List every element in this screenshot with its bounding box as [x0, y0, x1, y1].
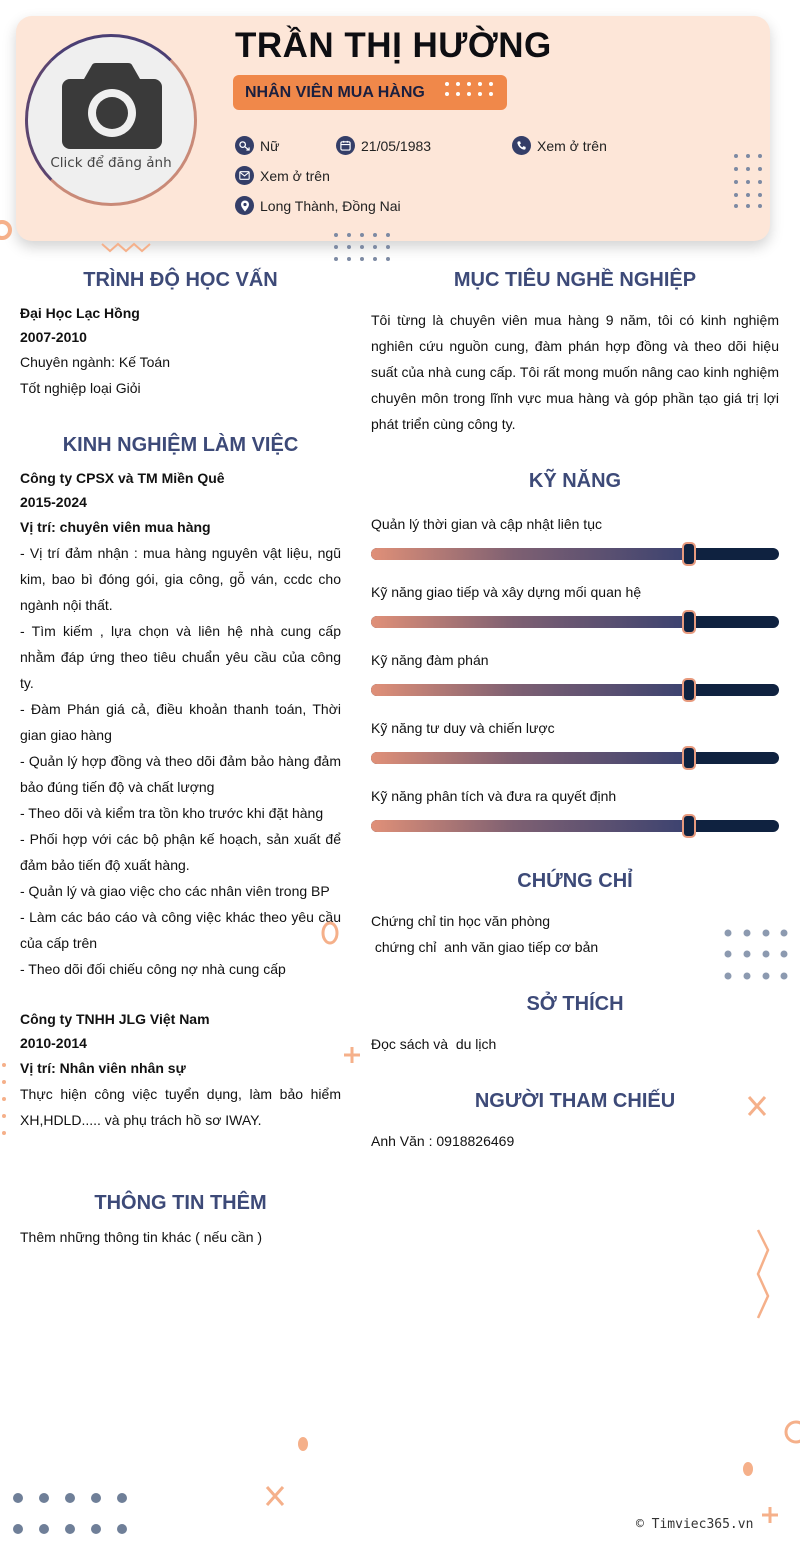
experience-title: KINH NGHIỆM LÀM VIỆC	[62, 434, 299, 456]
footer-credit: © Timviec365.vn	[636, 1517, 754, 1532]
birthdate-info	[336, 136, 431, 155]
skill-label: Kỹ năng tư duy và chiến lược	[371, 720, 555, 736]
objective-title: MỤC TIÊU NGHỀ NGHIỆP	[453, 269, 697, 291]
objective-text: Tôi từng là chuyên viên mua hàng 9 năm, tôi có kinh nghiệm nghiên cứu nguồn cung, đàm phán hợp đồng và theo dõi hiệu suất của nhà cung cấp. Tôi rất mong muốn nâng cao kinh nghiệm chuyên môn trong lĩnh vực mua hàng và góp phần tạo giá trị lợi phát triển cùng công ty.	[371, 312, 779, 432]
birthdate-value: 21/05/1983	[361, 137, 432, 154]
skill-label: Kỹ năng giao tiếp và xây dựng mối quan hệ	[371, 584, 642, 600]
location-icon	[235, 196, 254, 215]
duty-item: - Phối hợp với các bộ phận kế hoạch, sản xuất để đảm bảo tiến độ xuất hàng.	[20, 831, 341, 873]
extra-info-title: THÔNG TIN THÊM	[94, 1192, 267, 1214]
skill-bar-knob	[682, 746, 696, 770]
zigzag-decoration	[100, 240, 154, 254]
certificate-item: Chứng chỉ tin học văn phòng	[371, 913, 551, 929]
cross-decoration	[264, 1484, 286, 1508]
education-grade: Tốt nghiệp loại Giỏi	[20, 380, 141, 396]
duty-item: - Theo dõi và kiểm tra tồn kho trước khi đặt hàng	[20, 805, 324, 821]
extra-info-text: Thêm những thông tin khác ( nếu cần )	[20, 1229, 263, 1245]
skill-label: Kỹ năng đàm phán	[371, 652, 489, 668]
dots-decoration	[0, 1060, 10, 1140]
mail-icon	[235, 166, 254, 185]
skill-bar-fill	[371, 616, 689, 628]
ring-decoration	[0, 215, 14, 245]
job-2-duties	[20, 1081, 341, 1133]
duty-item: - Quản lý hợp đồng và theo dõi đảm bảo hàng đảm bảo đúng tiến độ và chất lượng	[20, 753, 341, 795]
job-1-period: 2015-2024	[20, 494, 87, 510]
skill-bar	[371, 616, 779, 628]
ring-decoration	[740, 1459, 756, 1479]
skill-bar	[371, 684, 779, 696]
duty-item: - Tìm kiếm , lựa chọn và liên hệ nhà cung cấp nhằm đáp ứng theo tiêu chuẩn yêu cầu của công ty.	[20, 623, 341, 691]
job-title: NHÂN VIÊN MUA HÀNG	[245, 84, 425, 101]
plus-decoration	[342, 1045, 362, 1065]
hobbies-title: SỞ THÍCH	[526, 993, 624, 1015]
job-2-position: Vị trí: Nhân viên nhân sự	[20, 1060, 186, 1076]
cross-decoration	[746, 1094, 768, 1118]
skill-bar-knob	[682, 814, 696, 838]
skill-bar	[371, 548, 779, 560]
skill-label: Quản lý thời gian và cập nhật liên tục	[371, 516, 602, 532]
camera-icon	[62, 63, 162, 149]
address-info	[235, 196, 401, 215]
duty-item: Thực hiện công việc tuyển dụng, làm bảo hiểm XH,HDLD..... và phụ trách hồ sơ IWAY.	[20, 1086, 341, 1128]
gender-value: Nữ	[260, 137, 280, 154]
ring-decoration	[318, 918, 342, 948]
skill-bar	[371, 752, 779, 764]
hobbies-text: Đọc sách và du lịch	[371, 1036, 497, 1052]
plus-decoration	[760, 1505, 780, 1525]
dots-decoration	[720, 926, 790, 984]
dots-decoration	[10, 1488, 132, 1538]
references-title: NGƯỜI THAM CHIẾU	[474, 1090, 676, 1112]
ring-decoration	[295, 1434, 311, 1454]
calendar-icon	[336, 136, 355, 155]
skill-bar-knob	[682, 610, 696, 634]
email-value: Xem ở trên	[260, 167, 330, 184]
skill-bar-knob	[682, 542, 696, 566]
dots-decoration	[443, 81, 499, 105]
skill-bar-fill	[371, 684, 689, 696]
skill-bar-fill	[371, 820, 689, 832]
dots-decoration	[330, 230, 394, 264]
address-value: Long Thành, Đồng Nai	[260, 197, 401, 214]
education-title: TRÌNH ĐỘ HỌC VẤN	[83, 269, 278, 291]
email-info	[235, 166, 330, 185]
gender-icon	[235, 136, 254, 155]
job-1-duties	[20, 540, 341, 982]
skill-bar	[371, 820, 779, 832]
avatar-upload[interactable]	[25, 34, 197, 206]
duty-item: - Theo dõi đối chiếu công nợ nhà cung cấp	[20, 961, 286, 977]
ring-decoration	[782, 1415, 800, 1449]
candidate-name: TRẦN THỊ HƯỜNG	[235, 26, 552, 65]
job-1-position: Vị trí: chuyên viên mua hàng	[20, 519, 211, 535]
dots-decoration	[732, 152, 764, 210]
duty-item: - Đàm Phán giá cả, điều khoản thanh toán, Thời gian giao hàng	[20, 701, 341, 743]
skill-bar-fill	[371, 752, 689, 764]
phone-value: Xem ở trên	[537, 137, 607, 154]
skill-bar-knob	[682, 678, 696, 702]
job-2-company: Công ty TNHH JLG Việt Nam	[20, 1011, 210, 1027]
skill-bar-fill	[371, 548, 689, 560]
education-school: Đại Học Lạc Hồng	[20, 305, 140, 321]
duty-item: - Làm các báo cáo và công việc khác theo yêu cầu của cấp trên	[20, 909, 341, 951]
references-text: Anh Văn : 0918826469	[371, 1133, 515, 1149]
skill-label: Kỹ năng phân tích và đưa ra quyết định	[371, 788, 617, 804]
duty-item: - Quản lý và giao việc cho các nhân viên trong BP	[20, 883, 330, 899]
phone-info	[512, 136, 607, 155]
job-2-period: 2010-2014	[20, 1035, 87, 1051]
job-title-badge	[233, 75, 507, 110]
duty-item: - Vị trí đảm nhận : mua hàng nguyên vật liệu, ngũ kim, bao bì đóng gói, gia công, gỗ ván, ccdc cho ngành nội thất.	[20, 545, 341, 613]
phone-icon	[512, 136, 531, 155]
avatar-caption: Click để đăng ảnh	[50, 155, 172, 171]
certificate-item: chứng chỉ anh văn giao tiếp cơ bản	[371, 939, 599, 955]
education-major: Chuyên ngành: Kế Toán	[20, 354, 170, 370]
gender-info	[235, 136, 279, 155]
education-period: 2007-2010	[20, 329, 87, 345]
job-1-company: Công ty CPSX và TM Miền Quê	[20, 470, 225, 486]
skills-title: KỸ NĂNG	[528, 470, 622, 492]
certificates-title: CHỨNG CHỈ	[517, 870, 633, 892]
zigzag-decoration	[752, 1228, 772, 1320]
